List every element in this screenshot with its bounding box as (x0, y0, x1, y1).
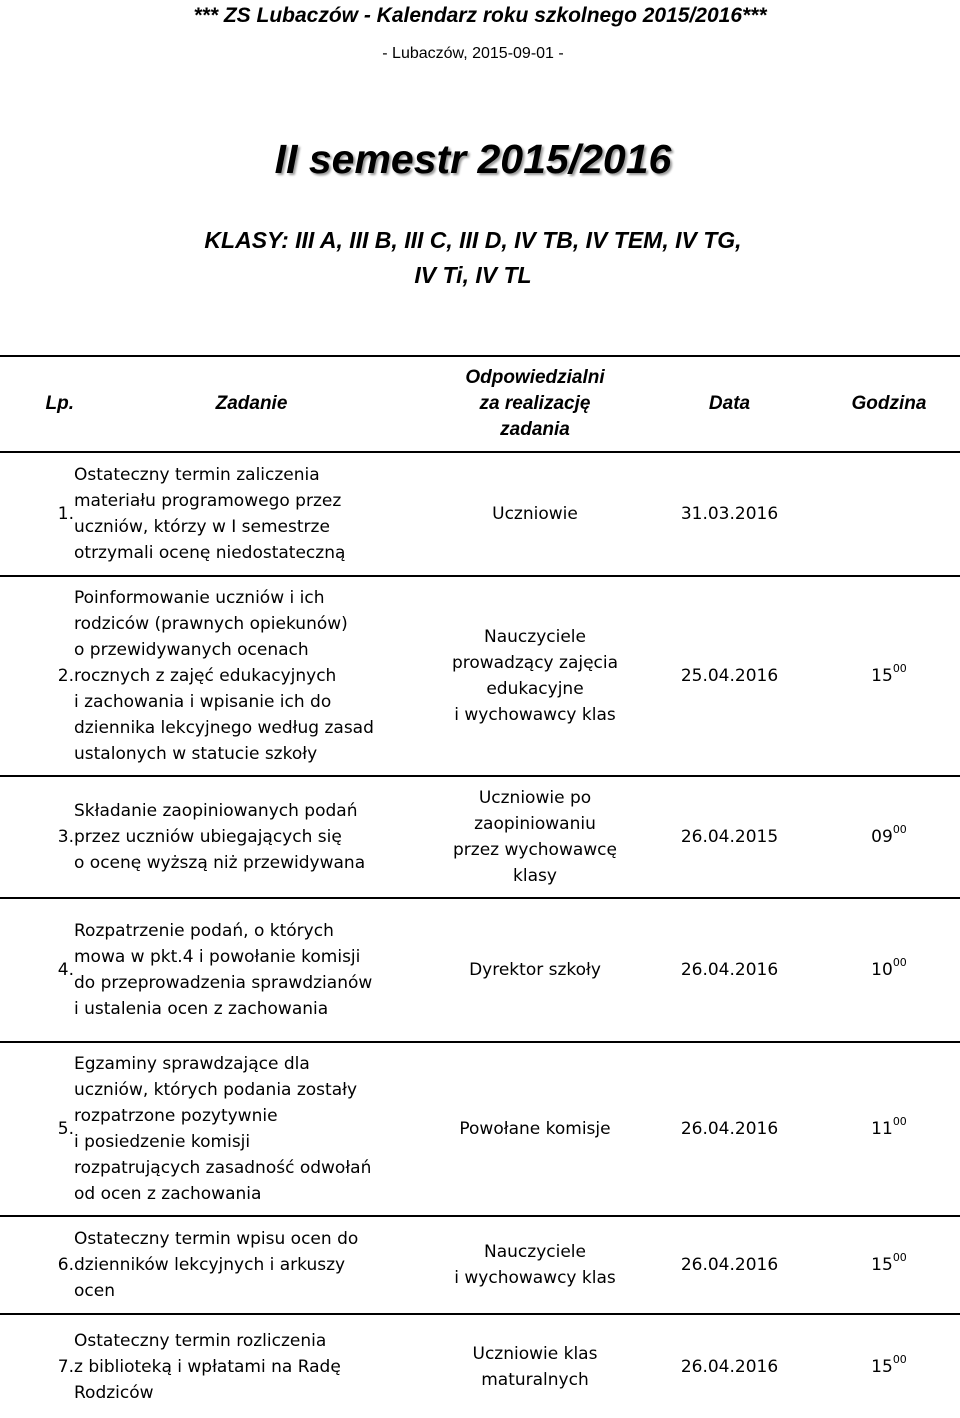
date-cell: 25.04.2016 (641, 576, 818, 776)
task-line: rocznych z zajęć edukacyjnych (74, 666, 337, 686)
classes-line: KLASY: III A, III B, III C, III D, IV TB, IV TEM, IV TG, (204, 227, 742, 253)
row-number: 7. (0, 1314, 74, 1418)
task-line: Ostateczny termin zaliczenia (74, 465, 320, 485)
responsible-line: Uczniowie po (478, 788, 592, 808)
responsible-line: Nauczyciele (484, 1242, 586, 1262)
classes-line: IV Ti, IV TL (414, 262, 532, 288)
classes-heading (0, 223, 946, 293)
task-line: dziennika lekcyjnego według zasad (74, 718, 374, 738)
task-line: rozpatrujących zasadność odwołań (74, 1158, 372, 1178)
row-number: 5. (0, 1042, 74, 1216)
task-cell (74, 452, 429, 576)
table-row (0, 776, 960, 898)
row-number: 1. (0, 452, 74, 576)
task-line: przez uczniów ubiegających się (74, 827, 342, 847)
row-number: 6. (0, 1216, 74, 1314)
table-row (0, 452, 960, 576)
date-cell: 31.03.2016 (641, 452, 818, 576)
semester-heading: II semestr 2015/2016 (274, 136, 672, 182)
date-cell: 26.04.2016 (641, 1314, 818, 1418)
responsible-cell (429, 576, 641, 776)
date-cell: 26.04.2016 (641, 1216, 818, 1314)
time-hour: 09 (871, 827, 893, 847)
responsible-cell (429, 1216, 641, 1314)
task-line: rodziców (prawnych opiekunów) (74, 614, 348, 634)
responsible-line: Nauczyciele (484, 627, 586, 647)
responsible-line: prowadzący zajęcia (451, 653, 619, 673)
date-cell: 26.04.2016 (641, 1042, 818, 1216)
time-cell (818, 1314, 960, 1418)
header-responsible (429, 356, 641, 452)
task-line: uczniów, których podania zostały (74, 1080, 358, 1100)
responsible-line: przez wychowawcę (452, 840, 617, 860)
responsible-line: zaopiniowaniu (474, 814, 596, 834)
time-cell (818, 452, 960, 576)
responsible-line: klasy (513, 866, 557, 886)
responsible-cell (429, 1042, 641, 1216)
task-cell (74, 1042, 429, 1216)
time-minutes: 00 (892, 1251, 907, 1264)
responsible-line: i wychowawcy klas (454, 705, 616, 725)
table-row (0, 898, 960, 1042)
task-line: Egzaminy sprawdzające dla (74, 1054, 310, 1074)
time-hour: 15 (871, 666, 893, 686)
task-line: Rodziców (74, 1382, 154, 1403)
task-line: materiału programowego przez (74, 491, 342, 511)
table-row (0, 1216, 960, 1314)
task-line: rozpatrzone pozytywnie (74, 1106, 278, 1126)
header-task: Zadanie (74, 356, 429, 452)
responsible-cell (429, 776, 641, 898)
task-cell (74, 1216, 429, 1314)
task-line: Składanie zaopiniowanych podań (74, 801, 358, 821)
calendar-table (0, 355, 960, 1418)
responsible-line: Uczniowie (492, 504, 578, 524)
responsible-line: Dyrektor szkoły (469, 960, 601, 980)
table-row (0, 576, 960, 776)
task-line: ustalonych w statucie szkoły (74, 744, 318, 764)
task-line: Ostateczny termin rozliczenia (74, 1330, 327, 1351)
task-line: ocen (74, 1281, 115, 1301)
responsible-cell (429, 452, 641, 576)
table-header-row (0, 356, 960, 452)
header-time: Godzina (818, 356, 960, 452)
time-cell (818, 1042, 960, 1216)
time-minutes: 00 (892, 1115, 907, 1128)
header-resp-line: Odpowiedzialni (465, 367, 605, 388)
task-cell (74, 1314, 429, 1418)
time-hour: 10 (871, 960, 893, 980)
task-line: Poinformowanie uczniów i ich (74, 588, 325, 608)
time-hour: 11 (871, 1119, 893, 1139)
header-resp-line: zadania (500, 419, 570, 440)
document-title: *** ZS Lubaczów - Kalendarz roku szkolnego 2015/2016*** (193, 4, 767, 27)
time-minutes: 00 (892, 956, 907, 969)
time-cell (818, 776, 960, 898)
task-line: i ustalenia ocen z zachowania (74, 999, 329, 1019)
task-line: i zachowania i wpisanie ich do (74, 692, 332, 712)
task-cell (74, 898, 429, 1042)
time-hour: 15 (871, 1255, 893, 1275)
row-number: 4. (0, 898, 74, 1042)
task-line: od ocen z zachowania (74, 1184, 262, 1204)
task-cell (74, 776, 429, 898)
task-line: mowa w pkt.4 i powołanie komisji (74, 947, 361, 967)
time-cell (818, 1216, 960, 1314)
header-date: Data (641, 356, 818, 452)
table-row (0, 1042, 960, 1216)
responsible-cell (429, 1314, 641, 1418)
header-lp: Lp. (0, 356, 74, 452)
time-cell (818, 898, 960, 1042)
table-body (0, 452, 960, 1418)
task-cell (74, 576, 429, 776)
task-line: i posiedzenie komisji (74, 1132, 251, 1152)
responsible-line: i wychowawcy klas (454, 1268, 616, 1288)
task-line: Rozpatrzenie podań, o których (74, 921, 334, 941)
time-minutes: 00 (892, 823, 907, 836)
document-subtitle: - Lubaczów, 2015-09-01 - (382, 45, 564, 62)
responsible-line: Uczniowie klas (472, 1343, 598, 1364)
task-line: o przewidywanych ocenach (74, 640, 309, 660)
task-line: do przeprowadzenia sprawdzianów (74, 973, 373, 993)
date-cell: 26.04.2016 (641, 898, 818, 1042)
header-resp-line: za realizację (479, 393, 591, 414)
responsible-line: maturalnych (481, 1369, 589, 1390)
responsible-cell (429, 898, 641, 1042)
task-line: Ostateczny termin wpisu ocen do (74, 1229, 359, 1249)
time-hour: 15 (871, 1356, 893, 1377)
task-line: uczniów, którzy w I semestrze (74, 517, 330, 537)
task-line: dzienników lekcyjnych i arkuszy (74, 1255, 346, 1275)
time-cell (818, 576, 960, 776)
table-row (0, 1314, 960, 1418)
time-minutes: 00 (892, 662, 907, 675)
date-cell: 26.04.2015 (641, 776, 818, 898)
task-line: otrzymali ocenę niedostateczną (74, 543, 346, 563)
task-line: o ocenę wyższą niż przewidywana (74, 853, 366, 873)
task-line: z biblioteką i wpłatami na Radę (74, 1356, 341, 1377)
responsible-line: Powołane komisje (459, 1119, 611, 1139)
responsible-line: edukacyjne (486, 679, 584, 699)
row-number: 2. (0, 576, 74, 776)
row-number: 3. (0, 776, 74, 898)
time-minutes: 00 (892, 1352, 907, 1366)
